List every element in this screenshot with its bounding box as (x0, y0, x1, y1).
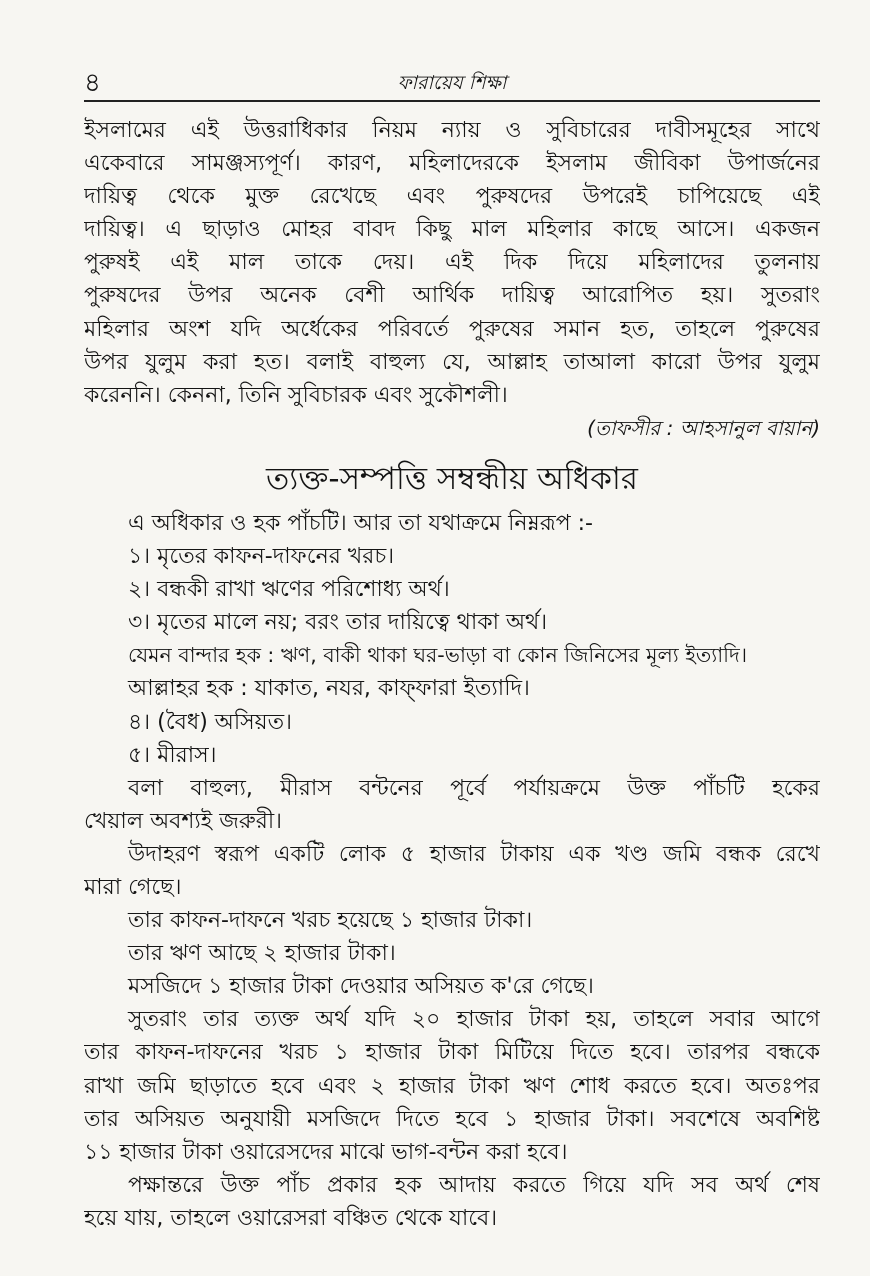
text-line: বলা বাহুল্য, মীরাস বন্টনের পূর্বে পর্যায়ক্রমে উক্ত পাঁচটি হকের (128, 775, 820, 801)
text-line: একেবারে সামঞ্জস্যপূর্ণ। কারণ, মহিলাদেরকে ইসলাম জীবিকা উপার্জনের (84, 151, 820, 177)
text-line: তার কাফন-দাফনে খরচ হয়েছে ১ হাজার টাকা। (128, 908, 533, 934)
page-number: ৪ (84, 68, 101, 98)
text-line: মহিলার অংশ যদি অর্ধেকের পরিবর্তে পুরুষের সমান হত, তাহলে পুরুষের (84, 316, 820, 342)
text-line: ১১ হাজার টাকা ওয়ারেসদের মাঝে ভাগ-বন্টন করা হবে। (84, 1139, 568, 1165)
text-line: মসজিদে ১ হাজার টাকা দেওয়ার অসিয়ত ক'রে গেছে। (128, 974, 594, 1000)
text-line: পুরুষই এই মাল তাকে দেয়। এই দিক দিয়ে মহিলাদের তুলনায় (84, 250, 820, 276)
text-line: হয়ে যায়, তাহলে ওয়ারেসরা বঞ্চিত থেকে যাবে। (84, 1205, 498, 1231)
text-line: পক্ষান্তরে উক্ত পাঁচ প্রকার হক আদায় করতে গিয়ে যদি সব অর্থ শেষ (128, 1172, 820, 1198)
text-line: তার কাফন-দাফনের খরচ ১ হাজার টাকা মিটিয়ে দিতে হবে। তারপর বন্ধকে (84, 1040, 820, 1066)
text-line: সুতরাং তার ত্যক্ত অর্থ যদি ২০ হাজার টাকা হয়, তাহলে সবার আগে (128, 1007, 820, 1033)
text-line: দায়িত্ব থেকে মুক্ত রেখেছে এবং পুরুষদের উপরেই চাপিয়েছে এই (84, 184, 820, 210)
text-line: তার অসিয়ত অনুযায়ী মসজিদে দিতে হবে ১ হাজার টাকা। সবশেষে অবশিষ্ট (84, 1106, 820, 1132)
text-line: পুরুষদের উপর অনেক বেশী আর্থিক দায়িত্ব আরোপিত হয়। সুতরাং (84, 283, 820, 309)
page-body (84, 114, 820, 1235)
text-line: মারা গেছে। (84, 874, 182, 900)
section-heading: ত্যক্ত-সম্পত্তি সম্বন্ধীয় অধিকার (266, 460, 638, 497)
text-line: খেয়াল অবশ্যই জরুরী। (84, 808, 283, 834)
list-item: ২। বন্ধকী রাখা ঋণের পরিশোধ্য অর্থ। (128, 577, 450, 603)
list-item: ৪। (বৈধ) অসিয়ত। (128, 709, 292, 735)
text-line: ইসলামের এই উত্তরাধিকার নিয়ম ন্যায় ও সুবিচারের দাবীসমূহের সাথে (84, 118, 820, 143)
page-header (84, 68, 820, 98)
text-line: করেননি। কেননা, তিনি সুবিচারক এবং সুকৌশলী। (84, 382, 508, 408)
text-line: দায়িত্ব। এ ছাড়াও মোহর বাবদ কিছু মাল মহিলার কাছে আসে। একজন (84, 217, 820, 243)
text-line: উপর যুলুম করা হত। বলাই বাহুল্য যে, আল্লাহ তাআলা কারো উপর যুলুম (84, 349, 820, 375)
citation: (তাফসীর : আহসানুল বায়ান) (587, 415, 820, 440)
header-rule (84, 100, 820, 102)
rights-intro: এ অধিকার ও হক পাঁচটি। আর তা যথাক্রমে নিম্নরূপ :- (128, 510, 593, 536)
list-item: ১। মৃতের কাফন-দাফনের খরচ। (128, 544, 395, 570)
example-allah-right: আল্লাহর হক : যাকাত, নযর, কাফ্‌ফারা ইত্যাদি। (128, 676, 530, 702)
list-item: ৫। মীরাস। (128, 742, 217, 768)
example-servants-right: যেমন বান্দার হক : ঋণ, বাকী থাকা ঘর-ভাড়া বা কোন জিনিসের মূল্য ইত্যাদি। (128, 643, 748, 668)
text-line: তার ঋণ আছে ২ হাজার টাকা। (128, 941, 396, 967)
running-title: ফারায়েয শিক্ষা (397, 72, 507, 94)
list-item: ৩। মৃতের মালে নয়; বরং তার দায়িত্বে থাকা অর্থ। (128, 610, 548, 636)
text-line: উদাহরণ স্বরূপ একটি লোক ৫ হাজার টাকায় এক খণ্ড জমি বন্ধক রেখে (128, 841, 820, 867)
intro-paragraph (84, 114, 820, 412)
text-line: রাখা জমি ছাড়াতে হবে এবং ২ হাজার টাকা ঋণ শোধ করতে হবে। অতঃপর (84, 1073, 820, 1099)
